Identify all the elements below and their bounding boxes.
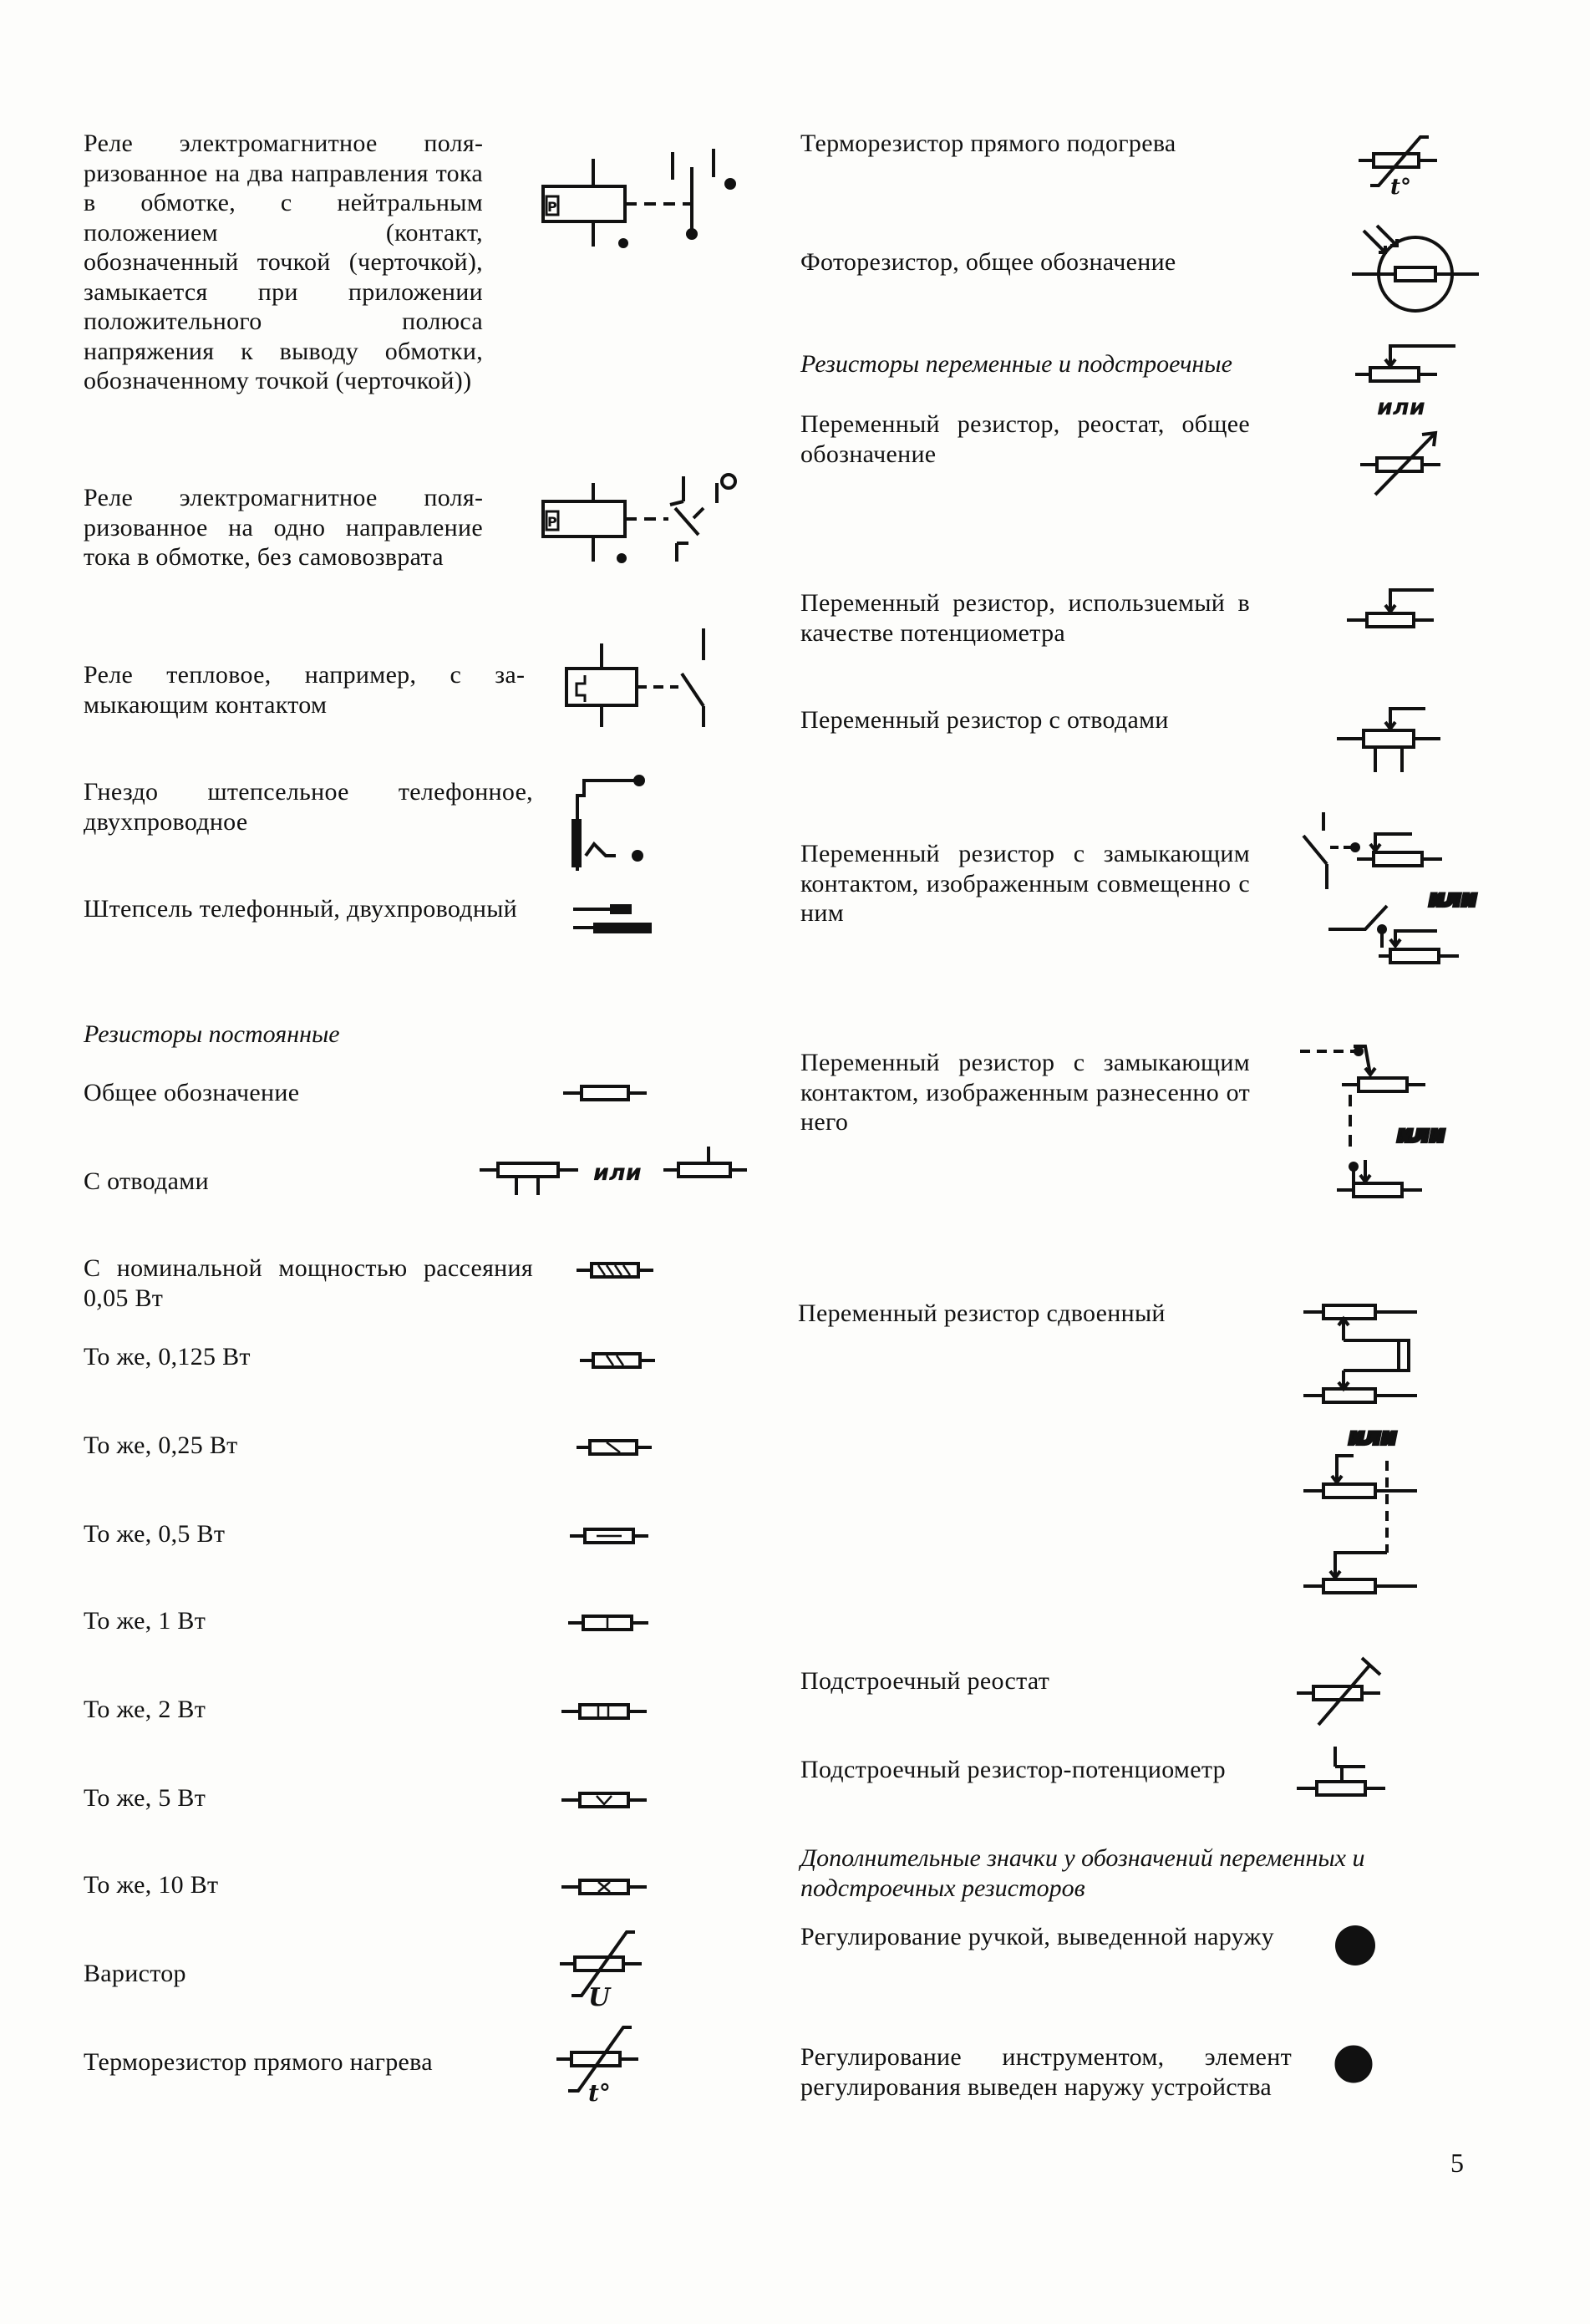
varistor-u-label: U [588, 1983, 611, 2012]
power-1-label: То же, 1 Вт [84, 1607, 206, 1635]
t-degree-label-right: t° [1390, 175, 1412, 200]
phone-socket-symbol [556, 769, 656, 877]
t-degree-label: t° [588, 2079, 611, 2107]
variable-potentiometer-symbol [1342, 580, 1450, 638]
variable-resistor-arrow-symbol [1354, 428, 1462, 503]
variable-with-taps-symbol [1333, 697, 1450, 781]
power-5-label: То же, 5 Вт [84, 1784, 206, 1812]
heading-fixed-resistors: Резисторы постоянные [84, 1020, 340, 1048]
dual-variable-resistor-symbol [1295, 1294, 1462, 1611]
variable-taps-label: Переменный резистор с отводами [800, 706, 1169, 734]
variable-potentiometer-label: Переменный резистор, использueмый в качестве потенциометра [800, 589, 1250, 647]
relay-polarized-two-dir-label: Реле электромагнитное поляризованное на два направления тока в обмотке, с нейтральным положением (контакт, обозначенный точкой (черточкой), замыкается при приложении положительного полюса напряжения к выводу обмотки, обозначенному точкой (черточкой)) [84, 130, 483, 394]
resistor-10w-symbol [558, 1870, 658, 1904]
photoresistor-label: Фоторезистор, общее обозначение [800, 248, 1176, 276]
tool-adjust-label: Регулирование инструментом, элемент регулирования выведен наружу устройства [800, 2043, 1292, 2101]
resistor-with-tap-top-symbol [660, 1143, 752, 1193]
power-005-label: С номинальной мощностью рассеяния 0,05 Вт [84, 1254, 533, 1312]
power-0125-label: То же, 0,125 Вт [84, 1343, 251, 1370]
with-taps-label: С отводами [84, 1167, 209, 1195]
or-text: или [1349, 1424, 1397, 1450]
variable-contact-separate-symbol [1295, 1036, 1496, 1228]
resistor-5w-symbol [558, 1783, 658, 1817]
variable-general-label: Переменный резистор, реостат, общее обозначение [800, 410, 1250, 468]
relay-polarized-one-dir-label: Реле электромагнитное поляризованное на одно направление тока в обмотке, без самовозврата [84, 484, 483, 571]
knob-outside-label: Регулирование ручкой, выведенной наружу [800, 1923, 1274, 1950]
varistor-label: Варистор [84, 1960, 186, 1987]
thermistor-preheat-symbol [1352, 127, 1452, 211]
power-025-label: То же, 0,25 Вт [84, 1432, 238, 1459]
power-05-label: То же, 0,5 Вт [84, 1520, 226, 1548]
trimmer-potentiometer-label: Подстроечный резистор-потенциометр [800, 1756, 1226, 1783]
or-text-variable [1377, 389, 1452, 423]
or-text: или [1377, 394, 1425, 420]
resistor-2w-symbol [558, 1695, 658, 1728]
variable-resistor-wiper-symbol [1352, 338, 1460, 396]
resistor-025w-symbol [573, 1431, 665, 1464]
plug-phone-label: Штепсель телефонный, двухпроводный [84, 895, 518, 923]
general-label: Общее обозначение [84, 1079, 300, 1106]
power-2-label: То же, 2 Вт [84, 1696, 206, 1723]
resistor-with-taps-symbol [476, 1152, 593, 1202]
or-text: или [1397, 1121, 1445, 1147]
thermistor-direct-heat-symbol [551, 2017, 652, 2109]
phone-plug-symbol [568, 894, 677, 944]
or-text: или [593, 1160, 642, 1186]
photoresistor-symbol [1345, 219, 1487, 328]
trimmer-potentiometer-symbol [1293, 1742, 1402, 1817]
relay-thermal-label: Реле тепловое, например, с замыкающим контактом [84, 661, 525, 719]
thermistor-direct-heat-label: Терморезистор прямого нагрева [84, 2048, 433, 2076]
polarized-relay-one-dir-symbol [535, 468, 752, 577]
variable-contact-separate-label: Переменный резистор с замыкающим контактом, изображенным разнесенно от него [800, 1049, 1250, 1136]
variable-contact-combined-label: Переменный резистор с замыкающим контактом, изображенным совмещенно с ним [800, 840, 1250, 927]
resistor-1w-symbol [565, 1606, 657, 1640]
variable-contact-combined-symbol [1295, 806, 1504, 981]
thermal-relay-symbol [551, 618, 735, 735]
trimmer-rheostat-label: Подстроечный реостат [800, 1667, 1050, 1695]
or-text: или [1429, 886, 1477, 912]
polarized-relay-two-dir-symbol [535, 134, 752, 259]
socket-phone-label: Гнездо штепсельное телефонное, двухпроводное [84, 778, 533, 836]
resistor-0125w-symbol [577, 1344, 668, 1377]
knob-outside-icon [1332, 1922, 1382, 1972]
or-text-with-taps [593, 1152, 668, 1202]
fixed-resistor-symbol [560, 1076, 652, 1110]
tool-adjust-icon [1328, 2039, 1379, 2089]
thermistor-preheat-label: Терморезистор прямого подогрева [800, 130, 1176, 157]
resistor-05w-symbol [566, 1519, 658, 1553]
variable-dual-label: Переменный резистор сдвоенный [798, 1299, 1166, 1327]
heading-additional-signs: Дополнительные значки у обозначений переменных и подстроечных резисторов [800, 1844, 1365, 1902]
page-number: 5 [1450, 2148, 1464, 2178]
trimmer-rheostat-symbol [1293, 1646, 1402, 1738]
svg-text:P: P [547, 514, 557, 530]
resistor-005w-symbol [573, 1254, 665, 1287]
power-10-label: То же, 10 Вт [84, 1871, 219, 1899]
varistor-symbol [555, 1922, 655, 2014]
svg-text:P: P [547, 199, 557, 215]
heading-variable-resistors: Резисторы переменные и подстроечные [800, 350, 1232, 378]
